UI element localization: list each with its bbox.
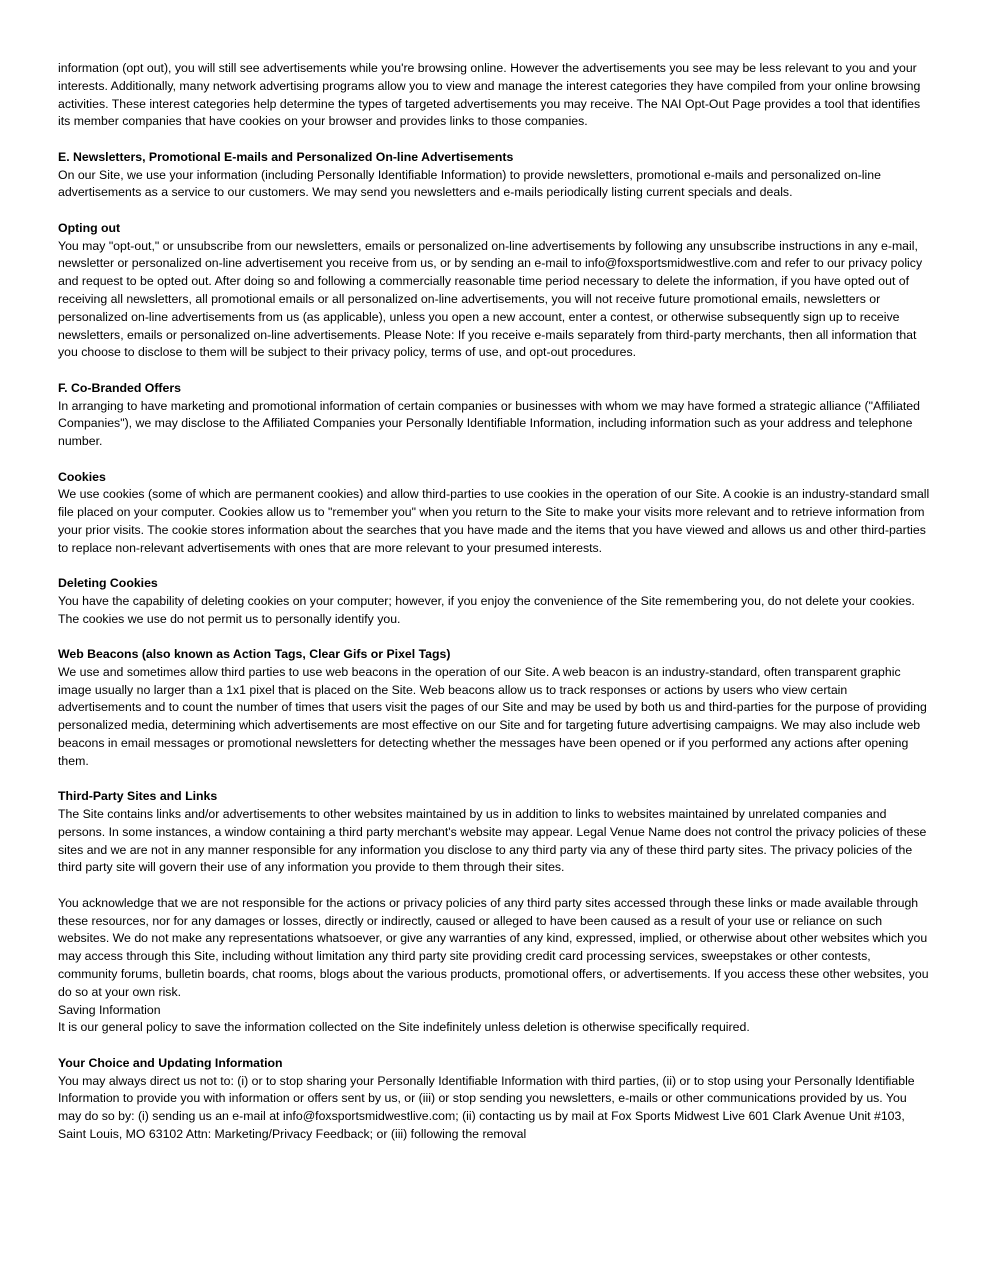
section-body-web-beacons: We use and sometimes allow third parties to use web beacons in the operation of our Site. A web beacon is an industry-standard, often transparent graphic image usually no larger than a 1x1 pixel that is placed on the Site. Web beacons allow us to track responses or actions by users who view certain advertisements and to count the number of times that users visit the pages of our Site and may be used by both us and third-parties for the purpose of providing personalized media, determining which advertisements are most effective on our Site and for targeting future advertising campaigns. We may also include web beacons in email messages or promotional newsletters for detecting whether the messages have been opened or if you performed any actions after opening them. [58, 664, 927, 768]
section-heading-cookies: Cookies [58, 469, 106, 484]
section-heading-saving: Saving Information [58, 1002, 161, 1017]
section-opting-out [58, 220, 932, 362]
section-co-branded [58, 380, 932, 451]
section-body-opting-out: You may "opt-out," or unsubscribe from our newsletters, emails or personalized on-line advertisements by following any unsubscribe instructions in any e-mail, newsletter or personalized on-line advertisement you receive from us, or by sending an e-mail to info@foxsportsmidwestlive.com and refer to our privacy policy and request to be opted out. After doing so and following a commercially reasonable time period necessary to delete the information, if you have opted out of receiving all newsletters, all promotional emails or all personalized on-line advertisements, you will not receive future promotional emails, newsletters or personalized on-line advertisements from us (as applicable), unless you open a new account, enter a contest, or otherwise subsequently sign up to receive newsletters, emails or personalized on-line advertisements. Please Note: If you receive e-mails separately from third-party merchants, then all information that you choose to disclose to them will be subject to their privacy policy, terms of use, and opt-out procedures. [58, 238, 923, 360]
section-third-party [58, 788, 932, 1001]
section-heading-third-party: Third-Party Sites and Links [58, 789, 218, 804]
section-heading-co-branded: F. Co-Branded Offers [58, 380, 181, 395]
section-body-third-party-acknowledgement: You acknowledge that we are not responsible for the actions or privacy policies of any third party sites accessed through these links or made available through these resources, nor for any damages or losses, directly or indirectly, caused or alleged to have been caused as a result of your use or reliance on such websites. We do not make any representations whatsoever, or give any warranties of any kind, expressed, implied, or otherwise about other websites which you may access through this Site, including without limitation any third party site providing credit card processing services, sweepstakes or other contests, community forums, bulletin boards, chat rooms, blogs about the various products, promotional offers, or advertisements. If you access these other websites, you do so at your own risk. [58, 895, 929, 999]
section-heading-opting-out: Opting out [58, 220, 121, 235]
section-heading-deleting-cookies: Deleting Cookies [58, 576, 158, 591]
section-body-co-branded: In arranging to have marketing and promotional information of certain companies or businesses with whom we may have formed a strategic alliance ("Affiliated Companies"), we may disclose to the Affiliated Companies your Personally Identifiable Information, including information such as your address and telephone number. [58, 398, 920, 449]
section-body-your-choice: You may always direct us not to: (i) or to stop sharing your Personally Identifiable Information with third parties, (ii) or to stop using your Personally Identifiable Information to provide you with information or offers sent by us, or (iii) or stop sending you newsletters, e-mails or other communications provided by us. You may do so by: (i) sending us an e-mail at info@foxsportsmidwestlive.com; (ii) contacting us by mail at Fox Sports Midwest Live 601 Clark Avenue Unit #103, Saint Louis, MO 63102 Attn: Marketing/Privacy Feedback; or (iii) following the removal [58, 1073, 915, 1141]
section-body-deleting-cookies: You have the capability of deleting cookies on your computer; however, if you enjoy the convenience of the Site remembering you, do not delete your cookies. The cookies we use do not permit us to personally identify you. [58, 593, 915, 626]
section-body-saving: It is our general policy to save the information collected on the Site indefinitely unless deletion is otherwise specifically required. [58, 1020, 750, 1035]
section-heading-newsletters: E. Newsletters, Promotional E-mails and Personalized On-line Advertisements [58, 149, 514, 164]
section-saving [58, 1002, 932, 1038]
section-cookies [58, 469, 932, 558]
section-body-newsletters: On our Site, we use your information (including Personally Identifiable Information) to provide newsletters, promotional e-mails and personalized on-line advertisements as a service to our customers. We may send you newsletters and e-mails periodically listing current specials and deals. [58, 167, 881, 200]
section-deleting-cookies [58, 575, 932, 628]
section-newsletters [58, 149, 932, 202]
section-heading-your-choice: Your Choice and Updating Information [58, 1055, 283, 1070]
section-web-beacons [58, 646, 932, 771]
section-heading-web-beacons: Web Beacons (also known as Action Tags, Clear Gifs or Pixel Tags) [58, 647, 451, 662]
section-body-third-party: The Site contains links and/or advertisements to other websites maintained by us in addition to links to websites maintained by unrelated companies and persons. In some instances, a window containing a third party merchant's website may appear. Legal Venue Name does not control the privacy policies of these sites and we are not in any manner responsible for any information you disclose to any third party via any of these third party sites. The privacy policies of the third party site will govern their use of any information you provide to them through their sites. [58, 807, 927, 875]
section-your-choice [58, 1055, 932, 1144]
intro-paragraph: information (opt out), you will still see advertisements while you're browsing online. However the advertisements you see may be less relevant to you and your interests. Additionally, many network advertising programs allow you to view and manage the interest categories they have compiled from your online browsing activities. These interest categories help determine the types of targeted advertisements you may receive. The NAI Opt-Out Page provides a tool that identifies its member companies that have cookies on your browser and provides links to those companies. [58, 61, 921, 129]
section-body-cookies: We use cookies (some of which are permanent cookies) and allow third-parties to use cookies in the operation of our Site. A cookie is an industry-standard small file placed on your computer. Cookies allow us to "remember you" when you return to the Site to make your visits more relevant and to retrieve information from your prior visits. The cookie stores information about the searches that you have made and the items that you have viewed and allows us and other third-parties to replace non-relevant advertisements with ones that are more relevant to your presumed interests. [58, 487, 930, 555]
